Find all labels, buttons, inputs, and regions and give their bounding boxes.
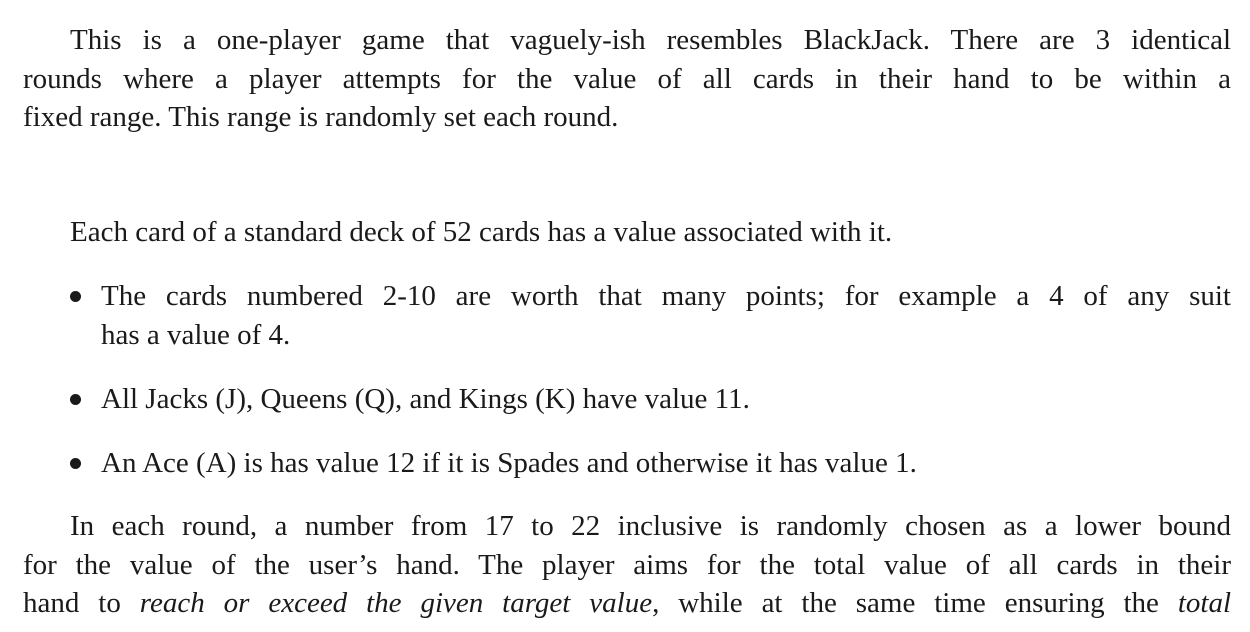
card-values-paragraph — [23, 213, 1231, 252]
emphasis-target-text: reach or exceed the given target value — [139, 587, 653, 619]
round-rules-line-1: In each round, a number from 17 to 22 inclusive is randomly chosen as a lower bound — [70, 510, 1231, 542]
bullet-icon — [70, 458, 81, 469]
bullet-icon — [70, 394, 81, 405]
round-rules-text: hand to — [23, 587, 140, 619]
bullet-icon — [70, 291, 81, 302]
list-item-line: All Jacks (J), Queens (Q), and Kings (K) have value 11. — [101, 383, 750, 415]
list-item-text — [101, 380, 1231, 419]
list-item-line: An Ace (A) is has value 12 if it is Spades and otherwise it has value 1. — [101, 447, 917, 479]
emphasis-total-text: total — [1177, 587, 1231, 619]
intro-line-2: rounds where a player attempts for the value of all cards in their hand to be within a — [23, 62, 1231, 95]
round-rules-line-3 — [23, 584, 1231, 623]
intro-line-3: fixed range. This range is randomly set each round. — [23, 101, 619, 133]
list-item-line: The cards numbered 2-10 are worth that many points; for example a 4 of any suit — [101, 280, 1231, 312]
round-rules-text: , while at the same time ensuring the — [652, 587, 1178, 619]
round-rules-line-2: for the value of the user’s hand. The player aims for the total value of all cards in their — [23, 548, 1231, 581]
list-item-line: has a value of 4. — [101, 318, 291, 351]
intro-paragraph — [23, 21, 1231, 137]
card-values-line-1: Each card of a standard deck of 52 cards has a value associated with it. — [70, 216, 893, 248]
list-item-text — [101, 444, 1231, 483]
intro-line-1: This is a one-player game that vaguely-ish resembles BlackJack. There are 3 identical — [70, 24, 1231, 56]
list-item-text — [101, 277, 1231, 354]
round-rules-paragraph — [23, 507, 1231, 623]
